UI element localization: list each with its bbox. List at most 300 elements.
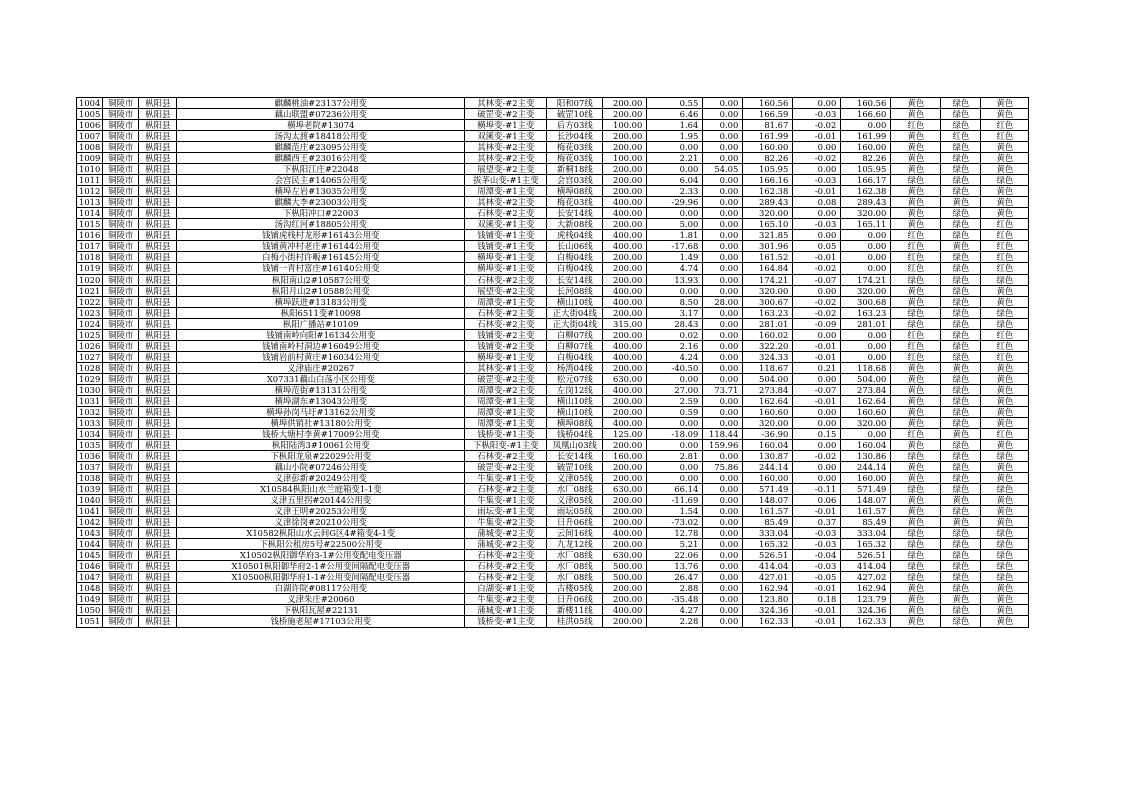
cell-city: 铜陵市 xyxy=(103,462,139,473)
cell-value-1: 1.64 xyxy=(647,120,703,131)
cell-index: 1012 xyxy=(77,186,103,197)
cell-city: 铜陵市 xyxy=(103,484,139,495)
cell-value-1: 2.28 xyxy=(647,616,703,627)
cell-index: 1030 xyxy=(77,384,103,395)
cell-index: 1048 xyxy=(77,583,103,594)
cell-index: 1049 xyxy=(77,594,103,605)
cell-status-3: 黄色 xyxy=(981,186,1029,197)
cell-index: 1046 xyxy=(77,561,103,572)
cell-substation: 钱桥变-#1主变 xyxy=(465,616,547,627)
cell-value-5: 162.33 xyxy=(841,616,891,627)
cell-value-5: 0.00 xyxy=(841,252,891,263)
cell-county: 枞阳县 xyxy=(139,362,177,373)
cell-county: 枞阳县 xyxy=(139,561,177,572)
cell-index: 1035 xyxy=(77,439,103,450)
cell-value-2: 0.00 xyxy=(703,572,743,583)
cell-county: 枞阳县 xyxy=(139,208,177,219)
cell-value-3: 166.16 xyxy=(743,175,793,186)
cell-value-1: 0.00 xyxy=(647,462,703,473)
cell-index: 1005 xyxy=(77,109,103,120)
cell-value-5: 160.56 xyxy=(841,98,891,109)
cell-value-3: 105.95 xyxy=(743,164,793,175)
cell-value-4: 0.05 xyxy=(793,241,841,252)
cell-status-1: 黄色 xyxy=(891,153,941,164)
cell-line: 虎栈04线 xyxy=(547,230,603,241)
cell-county: 枞阳县 xyxy=(139,451,177,462)
cell-capacity: 200.00 xyxy=(603,517,647,528)
cell-substation: 石林变-#2主变 xyxy=(465,307,547,318)
cell-status-2: 绿色 xyxy=(941,473,981,484)
cell-status-2: 绿色 xyxy=(941,395,981,406)
cell-index: 1027 xyxy=(77,351,103,362)
cell-status-2: 绿色 xyxy=(941,219,981,230)
cell-line: 白柳07线 xyxy=(547,329,603,340)
cell-status-2: 绿色 xyxy=(941,406,981,417)
cell-line: 破罡10线 xyxy=(547,109,603,120)
cell-value-2: 0.00 xyxy=(703,616,743,627)
cell-value-4: -0.07 xyxy=(793,384,841,395)
cell-status-1: 黄色 xyxy=(891,406,941,417)
cell-line: 长安14线 xyxy=(547,451,603,462)
cell-value-3: 301.96 xyxy=(743,241,793,252)
cell-value-4: -0.03 xyxy=(793,175,841,186)
cell-county: 枞阳县 xyxy=(139,307,177,318)
cell-status-3: 绿色 xyxy=(981,550,1029,561)
cell-status-2: 绿色 xyxy=(941,561,981,572)
cell-substation: 牛集变-#1主变 xyxy=(465,473,547,484)
cell-line: 横埠08线 xyxy=(547,186,603,197)
cell-value-1: 1.95 xyxy=(647,131,703,142)
cell-capacity: 200.00 xyxy=(603,164,647,175)
cell-line: 左岗12线 xyxy=(547,384,603,395)
cell-value-3: 273.84 xyxy=(743,384,793,395)
cell-capacity: 200.00 xyxy=(603,142,647,153)
cell-status-1: 黄色 xyxy=(891,583,941,594)
cell-status-2: 绿色 xyxy=(941,484,981,495)
cell-value-1: -17.68 xyxy=(647,241,703,252)
cell-value-2: 0.00 xyxy=(703,550,743,561)
table-row xyxy=(77,539,1029,550)
cell-line: 梅花03线 xyxy=(547,197,603,208)
table-row xyxy=(77,583,1029,594)
table-row xyxy=(77,307,1029,318)
cell-value-1: 2.33 xyxy=(647,186,703,197)
cell-value-2: 0.00 xyxy=(703,351,743,362)
cell-index: 1010 xyxy=(77,164,103,175)
cell-transformer-name: 义津五里拐#20144公用变 xyxy=(177,495,465,506)
cell-value-5: 0.00 xyxy=(841,329,891,340)
cell-value-1: -29.96 xyxy=(647,197,703,208)
cell-index: 1044 xyxy=(77,539,103,550)
table-row xyxy=(77,98,1029,109)
cell-line: 会宫03线 xyxy=(547,175,603,186)
cell-county: 枞阳县 xyxy=(139,164,177,175)
cell-status-3: 黄色 xyxy=(981,208,1029,219)
cell-county: 枞阳县 xyxy=(139,351,177,362)
cell-status-2: 绿色 xyxy=(941,186,981,197)
cell-transformer-name: 横埠范街#13131公用变 xyxy=(177,384,465,395)
cell-status-3: 红色 xyxy=(981,219,1029,230)
cell-value-5: 0.00 xyxy=(841,340,891,351)
cell-value-2: 0.00 xyxy=(703,98,743,109)
table-row xyxy=(77,252,1029,263)
cell-status-1: 绿色 xyxy=(891,274,941,285)
cell-value-3: 165.32 xyxy=(743,539,793,550)
cell-city: 铜陵市 xyxy=(103,186,139,197)
cell-value-2: 0.00 xyxy=(703,473,743,484)
cell-index: 1011 xyxy=(77,175,103,186)
cell-substation: 破罡变-#2主变 xyxy=(465,109,547,120)
cell-index: 1045 xyxy=(77,550,103,561)
cell-value-4: 0.00 xyxy=(793,230,841,241)
cell-status-1: 黄色 xyxy=(891,506,941,517)
cell-value-2: 0.00 xyxy=(703,175,743,186)
cell-index: 1019 xyxy=(77,263,103,274)
cell-value-1: 0.02 xyxy=(647,329,703,340)
cell-city: 铜陵市 xyxy=(103,252,139,263)
cell-transformer-name: 钱铺南岭村洞边#16049公用变 xyxy=(177,340,465,351)
cell-status-1: 绿色 xyxy=(891,539,941,550)
cell-status-2: 黄色 xyxy=(941,241,981,252)
cell-value-2: 0.00 xyxy=(703,318,743,329)
cell-value-3: 244.14 xyxy=(743,462,793,473)
cell-value-5: 82.26 xyxy=(841,153,891,164)
cell-status-3: 红色 xyxy=(981,351,1029,362)
cell-value-1: 0.59 xyxy=(647,406,703,417)
cell-value-5: 165.11 xyxy=(841,219,891,230)
cell-capacity: 200.00 xyxy=(603,583,647,594)
cell-value-2: 0.00 xyxy=(703,307,743,318)
cell-status-2: 绿色 xyxy=(941,120,981,131)
cell-status-3: 黄色 xyxy=(981,506,1029,517)
cell-status-2: 绿色 xyxy=(941,583,981,594)
cell-status-3: 黄色 xyxy=(981,605,1029,616)
cell-status-2: 黄色 xyxy=(941,428,981,439)
cell-capacity: 400.00 xyxy=(603,605,647,616)
table-row xyxy=(77,462,1029,473)
table-row xyxy=(77,417,1029,428)
cell-substation: 钱铺变-#1主变 xyxy=(465,230,547,241)
table-row xyxy=(77,495,1029,506)
cell-value-5: 85.49 xyxy=(841,517,891,528)
cell-value-3: 162.64 xyxy=(743,395,793,406)
cell-value-5: 244.14 xyxy=(841,462,891,473)
cell-status-3: 红色 xyxy=(981,120,1029,131)
cell-value-2: 118.44 xyxy=(703,428,743,439)
cell-capacity: 200.00 xyxy=(603,98,647,109)
cell-value-1: 0.00 xyxy=(647,285,703,296)
cell-status-1: 黄色 xyxy=(891,164,941,175)
cell-value-3: 163.23 xyxy=(743,307,793,318)
cell-city: 铜陵市 xyxy=(103,428,139,439)
cell-status-2: 黄色 xyxy=(941,495,981,506)
cell-value-2: 0.00 xyxy=(703,186,743,197)
cell-value-4: -0.02 xyxy=(793,307,841,318)
cell-value-4: 0.00 xyxy=(793,473,841,484)
cell-substation: 横埠变-#1主变 xyxy=(465,351,547,362)
cell-value-3: 333.04 xyxy=(743,528,793,539)
cell-index: 1050 xyxy=(77,605,103,616)
cell-value-4: 0.00 xyxy=(793,462,841,473)
cell-status-1: 黄色 xyxy=(891,362,941,373)
cell-value-2: 0.00 xyxy=(703,605,743,616)
cell-line: 白梅04线 xyxy=(547,351,603,362)
cell-status-1: 黄色 xyxy=(891,296,941,307)
cell-transformer-name: 枞阳广播站#10109 xyxy=(177,318,465,329)
cell-city: 铜陵市 xyxy=(103,175,139,186)
cell-line: 钱桥04线 xyxy=(547,428,603,439)
cell-status-1: 黄色 xyxy=(891,197,941,208)
cell-value-3: 320.00 xyxy=(743,285,793,296)
cell-status-1: 黄色 xyxy=(891,395,941,406)
cell-capacity: 200.00 xyxy=(603,406,647,417)
cell-county: 枞阳县 xyxy=(139,296,177,307)
table-body xyxy=(77,98,1029,628)
cell-value-5: 162.64 xyxy=(841,395,891,406)
table-row xyxy=(77,517,1029,528)
cell-status-2: 绿色 xyxy=(941,318,981,329)
cell-value-5: 0.00 xyxy=(841,263,891,274)
cell-capacity: 200.00 xyxy=(603,362,647,373)
cell-line: 九龙12线 xyxy=(547,539,603,550)
cell-value-5: 130.86 xyxy=(841,451,891,462)
cell-substation: 周潭变-#1主变 xyxy=(465,417,547,428)
cell-value-4: -0.01 xyxy=(793,252,841,263)
cell-county: 枞阳县 xyxy=(139,120,177,131)
cell-status-2: 绿色 xyxy=(941,109,981,120)
cell-county: 枞阳县 xyxy=(139,329,177,340)
cell-status-3: 绿色 xyxy=(981,528,1029,539)
cell-county: 枞阳县 xyxy=(139,285,177,296)
cell-index: 1040 xyxy=(77,495,103,506)
cell-substation: 下枞阳变-#1主变 xyxy=(465,439,547,450)
cell-value-3: 85.49 xyxy=(743,517,793,528)
cell-status-1: 黄色 xyxy=(891,439,941,450)
cell-value-1: 28.43 xyxy=(647,318,703,329)
cell-capacity: 200.00 xyxy=(603,395,647,406)
cell-value-5: 324.36 xyxy=(841,605,891,616)
cell-status-3: 绿色 xyxy=(981,318,1029,329)
cell-status-3: 黄色 xyxy=(981,164,1029,175)
cell-value-5: 163.23 xyxy=(841,307,891,318)
cell-status-1: 红色 xyxy=(891,351,941,362)
cell-county: 枞阳县 xyxy=(139,594,177,605)
cell-transformer-name: 麒麟大李#23003公用变 xyxy=(177,197,465,208)
cell-value-5: 273.84 xyxy=(841,384,891,395)
cell-county: 枞阳县 xyxy=(139,274,177,285)
cell-index: 1042 xyxy=(77,517,103,528)
cell-city: 铜陵市 xyxy=(103,241,139,252)
table-row xyxy=(77,153,1029,164)
cell-county: 枞阳县 xyxy=(139,230,177,241)
cell-substation: 拔茅山变-#1主变 xyxy=(465,175,547,186)
cell-capacity: 500.00 xyxy=(603,561,647,572)
cell-status-1: 绿色 xyxy=(891,307,941,318)
cell-county: 枞阳县 xyxy=(139,373,177,384)
cell-status-2: 绿色 xyxy=(941,351,981,362)
cell-value-1: 2.88 xyxy=(647,583,703,594)
cell-status-1: 绿色 xyxy=(891,484,941,495)
cell-city: 铜陵市 xyxy=(103,351,139,362)
cell-value-2: 0.00 xyxy=(703,263,743,274)
cell-substation: 展望变-#2主变 xyxy=(465,285,547,296)
cell-substation: 周潭变-#2主变 xyxy=(465,384,547,395)
cell-transformer-name: 横埠孙岗马圩#13162公用变 xyxy=(177,406,465,417)
cell-status-3: 黄色 xyxy=(981,142,1029,153)
cell-value-2: 0.00 xyxy=(703,252,743,263)
cell-line: 横山10线 xyxy=(547,296,603,307)
cell-status-1: 黄色 xyxy=(891,208,941,219)
cell-value-1: -73.02 xyxy=(647,517,703,528)
cell-substation: 石林变-#2主变 xyxy=(465,484,547,495)
cell-index: 1014 xyxy=(77,208,103,219)
cell-value-4: -0.03 xyxy=(793,539,841,550)
cell-value-3: 161.52 xyxy=(743,252,793,263)
cell-status-2: 绿色 xyxy=(941,142,981,153)
cell-line: 日升06线 xyxy=(547,517,603,528)
cell-value-3: 427.01 xyxy=(743,572,793,583)
cell-line: 水厂08线 xyxy=(547,484,603,495)
cell-status-3: 绿色 xyxy=(981,451,1029,462)
cell-substation: 破罡变-#2主变 xyxy=(465,373,547,384)
cell-status-1: 绿色 xyxy=(891,318,941,329)
cell-value-1: -40.50 xyxy=(647,362,703,373)
cell-city: 铜陵市 xyxy=(103,142,139,153)
cell-capacity: 200.00 xyxy=(603,186,647,197)
cell-city: 铜陵市 xyxy=(103,153,139,164)
cell-value-4: -0.11 xyxy=(793,484,841,495)
cell-capacity: 400.00 xyxy=(603,208,647,219)
cell-county: 枞阳县 xyxy=(139,517,177,528)
cell-value-4: 0.06 xyxy=(793,495,841,506)
cell-status-2: 黄色 xyxy=(941,362,981,373)
cell-city: 铜陵市 xyxy=(103,208,139,219)
cell-status-3: 黄色 xyxy=(981,153,1029,164)
cell-status-2: 绿色 xyxy=(941,329,981,340)
cell-index: 1021 xyxy=(77,285,103,296)
cell-line: 雨坛05线 xyxy=(547,506,603,517)
cell-value-3: 130.87 xyxy=(743,451,793,462)
cell-transformer-name: 义津庙庄#20267 xyxy=(177,362,465,373)
cell-value-1: 4.74 xyxy=(647,263,703,274)
cell-value-2: 0.00 xyxy=(703,451,743,462)
cell-county: 枞阳县 xyxy=(139,109,177,120)
cell-value-1: 0.00 xyxy=(647,473,703,484)
cell-transformer-name: 横埠供销社#13180公用变 xyxy=(177,417,465,428)
cell-city: 铜陵市 xyxy=(103,605,139,616)
cell-value-3: 161.57 xyxy=(743,506,793,517)
cell-value-4: -0.03 xyxy=(793,528,841,539)
cell-substation: 牛集变-#2主变 xyxy=(465,594,547,605)
cell-value-3: 504.00 xyxy=(743,373,793,384)
cell-value-3: 162.94 xyxy=(743,583,793,594)
cell-status-2: 绿色 xyxy=(941,605,981,616)
cell-county: 枞阳县 xyxy=(139,539,177,550)
cell-value-4: 0.00 xyxy=(793,164,841,175)
cell-value-1: 2.81 xyxy=(647,451,703,462)
table-row xyxy=(77,175,1029,186)
cell-status-3: 黄色 xyxy=(981,439,1029,450)
cell-value-2: 0.00 xyxy=(703,153,743,164)
cell-substation: 双溪变-#1主变 xyxy=(465,219,547,230)
cell-city: 铜陵市 xyxy=(103,550,139,561)
cell-value-3: 160.56 xyxy=(743,98,793,109)
cell-line: 长沙04线 xyxy=(547,131,603,142)
cell-city: 铜陵市 xyxy=(103,362,139,373)
cell-transformer-name: 下枞阳江庄#22048 xyxy=(177,164,465,175)
cell-status-3: 黄色 xyxy=(981,616,1029,627)
table-row xyxy=(77,528,1029,539)
cell-capacity: 315.00 xyxy=(603,318,647,329)
cell-city: 铜陵市 xyxy=(103,506,139,517)
cell-value-5: 166.60 xyxy=(841,109,891,120)
cell-index: 1023 xyxy=(77,307,103,318)
cell-status-3: 绿色 xyxy=(981,539,1029,550)
cell-status-1: 黄色 xyxy=(891,285,941,296)
cell-index: 1013 xyxy=(77,197,103,208)
cell-value-5: 333.04 xyxy=(841,528,891,539)
cell-capacity: 100.00 xyxy=(603,153,647,164)
cell-value-5: 0.00 xyxy=(841,120,891,131)
cell-value-4: 0.00 xyxy=(793,417,841,428)
cell-status-1: 红色 xyxy=(891,263,941,274)
cell-city: 铜陵市 xyxy=(103,373,139,384)
cell-index: 1022 xyxy=(77,296,103,307)
cell-city: 铜陵市 xyxy=(103,594,139,605)
cell-status-3: 黄色 xyxy=(981,594,1029,605)
cell-value-1: 1.49 xyxy=(647,252,703,263)
cell-substation: 白湖变-#1主变 xyxy=(465,583,547,594)
table-row xyxy=(77,142,1029,153)
cell-line: 正大街04线 xyxy=(547,307,603,318)
cell-capacity: 630.00 xyxy=(603,550,647,561)
table-row xyxy=(77,230,1029,241)
table-row xyxy=(77,439,1029,450)
cell-line: 古楼05线 xyxy=(547,583,603,594)
cell-index: 1043 xyxy=(77,528,103,539)
cell-county: 枞阳县 xyxy=(139,506,177,517)
cell-status-1: 黄色 xyxy=(891,384,941,395)
cell-city: 铜陵市 xyxy=(103,384,139,395)
cell-status-2: 绿色 xyxy=(941,296,981,307)
cell-substation: 钱铺变-#1主变 xyxy=(465,241,547,252)
cell-status-3: 黄色 xyxy=(981,197,1029,208)
cell-transformer-name: X10582枞阳山水云间G区4#箱变4-1变 xyxy=(177,528,465,539)
cell-city: 铜陵市 xyxy=(103,274,139,285)
cell-value-3: 162.33 xyxy=(743,616,793,627)
cell-value-3: 320.00 xyxy=(743,417,793,428)
cell-status-3: 黄色 xyxy=(981,384,1029,395)
cell-value-5: 161.99 xyxy=(841,131,891,142)
cell-value-1: 0.00 xyxy=(647,142,703,153)
cell-capacity: 200.00 xyxy=(603,219,647,230)
cell-value-5: 162.94 xyxy=(841,583,891,594)
cell-status-1: 绿色 xyxy=(891,561,941,572)
cell-transformer-name: 钱铺岩前村黄庄#16034公用变 xyxy=(177,351,465,362)
cell-status-1: 红色 xyxy=(891,120,941,131)
cell-value-2: 159.96 xyxy=(703,439,743,450)
cell-status-1: 绿色 xyxy=(891,550,941,561)
cell-transformer-name: 义津彭新#20249公用变 xyxy=(177,473,465,484)
cell-status-3: 黄色 xyxy=(981,285,1029,296)
cell-value-2: 0.00 xyxy=(703,362,743,373)
cell-index: 1029 xyxy=(77,373,103,384)
cell-county: 枞阳县 xyxy=(139,318,177,329)
cell-city: 铜陵市 xyxy=(103,616,139,627)
cell-index: 1047 xyxy=(77,572,103,583)
cell-value-5: 105.95 xyxy=(841,164,891,175)
cell-county: 枞阳县 xyxy=(139,605,177,616)
